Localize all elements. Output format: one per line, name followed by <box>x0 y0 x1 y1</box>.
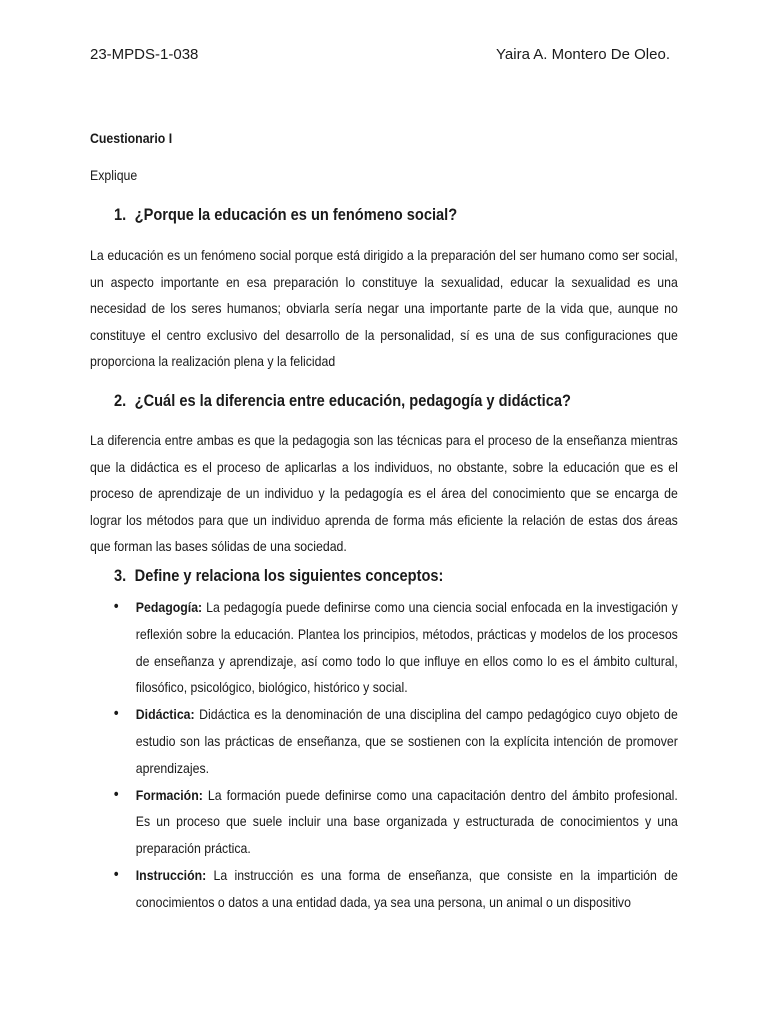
concept-definition: Didáctica es la denominación de una disciplina del campo pedagógico cuyo objeto de estudio son las prácticas de enseñanza, que se sostienen con la explícita intención de promover aprendizajes. <box>135 706 678 776</box>
question-2 <box>114 391 571 411</box>
question-number: 2. <box>114 391 127 410</box>
concept-term: Instrucción: <box>135 866 207 883</box>
list-item <box>90 782 678 862</box>
intro-text: Explique <box>90 167 138 183</box>
question-text: ¿Porque la educación es un fenómeno social? <box>134 205 458 224</box>
question-number: 3. <box>114 566 127 585</box>
concept-term: Pedagogía: <box>135 599 203 615</box>
question-text: ¿Cuál es la diferencia entre educación, pedagogía y didáctica? <box>134 391 571 410</box>
list-item <box>90 862 678 916</box>
list-item <box>90 594 678 701</box>
document-title: Cuestionario I <box>90 130 173 146</box>
author-name: Yaira A. Montero De Oleo. <box>496 46 670 63</box>
page-header <box>90 46 670 63</box>
list-item <box>90 701 678 781</box>
question-text: Define y relaciona los siguientes conceptos: <box>134 566 444 585</box>
concept-definition: La formación puede definirse como una capacitación dentro del ámbito profesional. Es un proceso que suele incluir una base organizada y estructurada de conocimientos y una preparación práctica. <box>135 786 678 857</box>
document-code: 23-MPDS-1-038 <box>90 46 199 63</box>
question-1 <box>114 205 457 225</box>
answer-2: La diferencia entre ambas es que la pedagogia son las técnicas para el proceso de la enseñanza mientras que la didáctica es el proceso de aplicarlas a los individuos, no obstante, sobre la educación que es el proceso de aprendizaje de un individuo y la pedagogía es el área del conocimiento que se encarga de lograr los métodos para que un individuo aprenda de forma más eficiente la relación de estas dos áreas que forman las bases sólidas de una sociedad. <box>90 432 678 554</box>
concept-list <box>90 594 678 916</box>
question-3 <box>114 566 443 586</box>
concept-definition: La instrucción es una forma de enseñanza, que consiste en la impartición de conocimientos o datos a una entidad dada, ya sea una persona, un animal o un dispositivo <box>135 866 678 910</box>
concept-term: Didáctica: <box>135 706 195 723</box>
question-number: 1. <box>114 205 127 224</box>
concept-term: Formación: <box>135 786 203 803</box>
concept-definition: La pedagogía puede definirse como una ciencia social enfocada en la investigación y reflexión sobre la educación. Plantea los principios, métodos, prácticas y modelos de los procesos de enseñanza y aprendizaje, así como todo lo que influye en ellos como lo es el ámbito cultural, filosófico, psicológico, biológico, histórico y social. <box>135 599 678 696</box>
answer-1: La educación es un fenómeno social porque está dirigido a la preparación del ser humano como ser social, un aspecto importante en esa preparación lo constituye la sexualidad, educar la sexualidad es una necesidad de los seres humanos; obviarla sería negar una importante parte de la vida que, aunque no constituye el centro exclusivo del desarrollo de la personalidad, sí es una de sus configuraciones que proporciona la realización plena y la felicidad <box>90 247 678 369</box>
